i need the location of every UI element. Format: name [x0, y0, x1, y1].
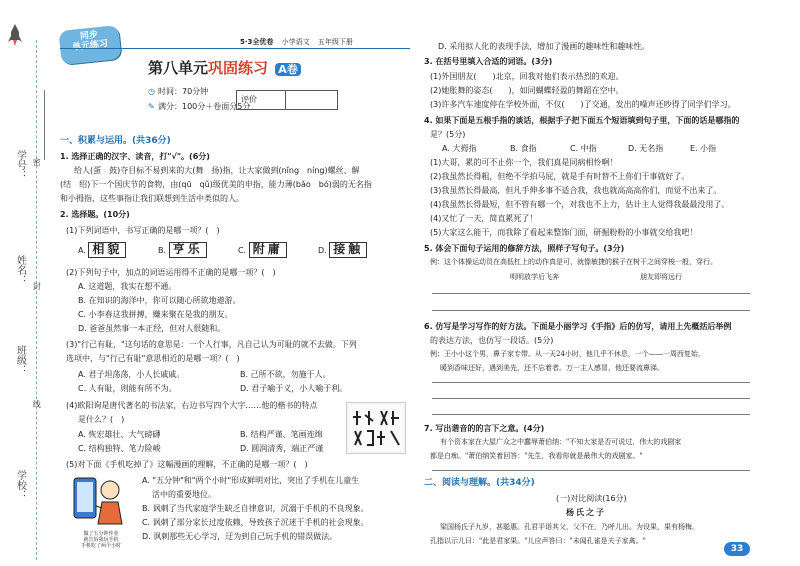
- cartoon-caption-1: 做了五分钟作业: [83, 531, 119, 538]
- header-series: [240, 38, 353, 46]
- q2-s5-b: B. 讽刺了当代家庭学生缺乏自律意识，沉溺于手机的不良现象。: [142, 504, 369, 513]
- q4-stem-b: 是？(5分): [430, 130, 466, 139]
- reading-subtitle: (一)对比阅读(16分): [556, 494, 627, 503]
- option-letter: D.: [318, 246, 327, 255]
- feng-label: 封: [32, 282, 42, 290]
- title-main: 第八单元: [148, 59, 209, 77]
- q2-s5-d-right: D. 采用拟人化的表现手法，增加了漫画的趣味性和趣味性。: [438, 42, 650, 51]
- q4-opt-b: B. 食指: [510, 144, 537, 153]
- q2-s2-c: C. 小李春这我拼搏，赚来聚在是我的朋友。: [78, 310, 233, 319]
- q4-opt-c: C. 中指: [570, 144, 597, 153]
- q2-s5-c: C. 讽刺了部分家长过度依赖，导致孩子沉迷于手机的社会现象。: [142, 518, 369, 527]
- q1-stem: 1. 选择正确的汉字、读音，打"√"。(6分): [60, 152, 210, 161]
- q7-stem: 7. 写出谐音的的言下之意。(4分): [424, 424, 545, 433]
- q7-text-1: 有个资本家在大屋广众之中蠢辱萧伯纳："不知大家是否可说过，伟大的戏剧家: [440, 438, 682, 446]
- q2-s2-d: D. 爸爸虽然事一本正经，但对人很随和。: [78, 324, 226, 333]
- header-rule: [60, 48, 410, 49]
- q2-s4b: 是什么？( ): [78, 415, 125, 424]
- page-title: [148, 60, 301, 77]
- q3-stem: 3. 在括号里填入合适的词语。(3分): [424, 57, 553, 66]
- eval-divider: [285, 91, 286, 109]
- xuexiao-label: 学校：: [14, 470, 26, 500]
- q5-cue-2: 朋友即将远行: [640, 273, 682, 281]
- xingming-label: 姓名：: [14, 255, 26, 285]
- logo-line2: 单元练习: [71, 39, 109, 54]
- q5-cue-1: 明明放学后飞奔: [510, 273, 559, 281]
- q6-answer-line-1[interactable]: [432, 382, 750, 383]
- q2-s5-a2: 活中的重要地位。: [152, 490, 216, 499]
- section2-title: 二、阅读与理解。(共34分): [424, 478, 535, 488]
- option-chars: 亨乐: [169, 242, 207, 258]
- xian-label: 线: [32, 400, 42, 408]
- q4-d: (4)我虽然长得最短，但不管有哪一个，对我也不上力，估计主人觉得我最最没用了。: [430, 200, 730, 209]
- passage-line-1: 梁国杨氏子九岁，甚聪惠。孔君平诣其父，父不在，乃呼儿出。为设果，果有杨梅。: [440, 523, 699, 531]
- q6-stem: 6. 仿写是学习写作的好方法。下面是小丽学习《手指》后的仿写，请用上先概括后举例: [424, 322, 732, 331]
- q2-s4-c: C. 结构独特、笔力险峻: [78, 444, 161, 453]
- q2-s4-d: D. 圆润清秀，端正严谨: [240, 444, 324, 453]
- passage-title: 杨氏之子: [566, 507, 606, 517]
- q2-option-a[interactable]: [78, 242, 126, 258]
- q5-answer-line-1[interactable]: [432, 293, 750, 294]
- logo-line1: 同步: [79, 30, 99, 42]
- q2-s3b: 选项中，与"行己有耻"意思相近的是哪一项？( ): [66, 354, 240, 363]
- q4-opt-a: A. 大拇指: [442, 144, 477, 153]
- clock-icon: ◷: [148, 87, 155, 96]
- q2-s3-a: A. 君子坦荡荡，小人长戚戚。: [78, 370, 185, 379]
- q7-text-2: 都是白痴。"萧伯纳笑着回答："先生，我看你就是最伟大的戏剧家。": [430, 452, 643, 460]
- q1-line2: (结 绍)下一个国庆节的食物，由(qū qǔ)级优美的申指，能力薄(bǎo bó)弱的无名指: [60, 180, 372, 189]
- q4-e: (4)又忙了一天，简直累死了！: [430, 214, 538, 223]
- option-chars: 接触: [329, 242, 367, 258]
- mi-label: 密: [32, 158, 42, 166]
- q6-answer-line-2[interactable]: [432, 398, 750, 399]
- passage-line-2: 孔指以示儿曰："此是君家果。"儿应声答曰："未闻孔雀是夫子家禽。": [430, 537, 646, 545]
- q4-c: (3)我虽然长得最高，但凡手伸多事不适合我，我也就高高高你们，而觉不出来了。: [430, 186, 722, 195]
- q2-option-d[interactable]: [318, 242, 367, 258]
- q2-s3-b: B. 己所不欲，勿施于人。: [240, 370, 331, 379]
- cartoon-image: [66, 472, 136, 554]
- q6-example-2: 暖到香味还好，遇到美先，还不忘着者。万一主人感冒，他还要流鼻涕。: [440, 364, 664, 372]
- option-letter: A.: [78, 246, 86, 255]
- time-info: 时间：70分钟: [158, 87, 209, 96]
- title-badge: A卷: [275, 63, 301, 76]
- q2-s2-a: A. 这道题，我实在想不通。: [78, 282, 177, 291]
- series-label: 5·3全优卷: [240, 38, 274, 46]
- section1-title: 一、积累与运用。(共36分): [60, 136, 171, 146]
- title-highlight: 巩固练习: [208, 59, 269, 77]
- subject-label: 小学语文: [281, 38, 310, 46]
- q2-s4: (4)欧阳询是唐代著名的书法家，右边书写四个大字……他的楷书的特点: [66, 401, 318, 410]
- q2-s3-d: D. 君子喻于义，小人喻于利。: [240, 384, 348, 393]
- q2-s4-b: B. 结构严谨、笔画连绵: [240, 430, 323, 439]
- q2-s5-d: D. 讽刺那些无心学习，迂为到自己玩手机的错误做法。: [142, 532, 338, 541]
- q2-s5-a: A. "五分钟"和"两个小时"形成鲜明对比，突出了手机在儿童生: [142, 476, 360, 485]
- q2-s2-b: B. 在知识的海洋中，你可以随心所欲地遨游。: [78, 296, 241, 305]
- q1-line3: 和小拇指，这些事指让我们联想到生活中类似的人。: [60, 194, 244, 203]
- eval-box: [236, 90, 338, 110]
- q2-option-c[interactable]: [238, 242, 287, 258]
- q2-stem: 2. 选择题。(10分): [60, 210, 130, 219]
- q6-example-1: 例：王小小这个男，鼻子家专带。从一天24小时，他几乎不休息，一个——一周西复始，: [430, 350, 705, 358]
- q4-b: (2)我虽然长得粗，但绝不学拍马屁，就是手有时替不上你们干事就好了。: [430, 172, 690, 181]
- grade-label: 五年级下册: [317, 38, 353, 46]
- q3-a: (1)外国朋友( )北京，回我对他们表示热烈的欢迎。: [430, 72, 624, 81]
- cartoon-caption-2: 就告诉我玩手机: [83, 536, 119, 543]
- logo-badge: [58, 25, 121, 65]
- xuehao-label: 学号：: [14, 150, 26, 180]
- rocket-icon: [8, 24, 22, 46]
- q2-s4-a: A. 恢宏雄壮、大气磅礴: [78, 430, 161, 439]
- q2-s3: (3)"行己有耻，"这句话的意思是：一个人行事，凡自己认为可耻的就不去做。下列: [66, 340, 357, 349]
- q4-opt-d: D. 无名指: [628, 144, 664, 153]
- page-number: 33: [730, 544, 744, 554]
- q4-a: (1)大哥，累的可不止你一个，我们真是同病相怜啊！: [430, 158, 618, 167]
- q2-s3-c: C. 人有耻，则能有所不为。: [78, 384, 177, 393]
- q4-stem: 4. 如果下面是五根手指的谈话，根据手子把下面五个短语填到句子里，下面的话是哪指的: [424, 116, 740, 125]
- q2-s1: (1)下列词语中，书写正确的是哪一项？( ): [66, 226, 220, 235]
- q6-answer-line-3[interactable]: [432, 414, 750, 415]
- q6-stem-b: 的表达方法，也仿写一段话。(5分): [430, 336, 554, 345]
- eval-label: 评价: [241, 95, 257, 104]
- cartoon-caption-3: 手机吃了两个小时: [80, 542, 121, 549]
- q3-b: (2)她胀舞的姿态( )，如同蝴蝶轻盈的舞蹈在空中。: [430, 86, 624, 95]
- q5-answer-line-2[interactable]: [432, 310, 750, 311]
- q7-answer-line[interactable]: [432, 470, 750, 471]
- option-letter: B.: [158, 246, 167, 255]
- q5-example: 例：这个体操运动员在高低杠上的动作真是可，就像敏捷的猴子在树干之间穿梭一般，穿行。: [430, 258, 717, 266]
- calligraphy-image: [346, 402, 406, 454]
- page-number-badge: [724, 542, 750, 556]
- score-info: 满分：100分＋卷面分5分: [158, 102, 251, 111]
- xuehao-line: [44, 90, 46, 160]
- option-chars: 附庸: [249, 242, 287, 258]
- q5-stem: 5. 体会下面句子运用的修辞方法，照样子写句子。(3分): [424, 244, 625, 253]
- q1-line1: 给人(蛋 鼓)夺目标不易到来的大(舞 扬)指，让大家做到(nǐng níng)螺丝、解: [74, 166, 360, 175]
- q2-s5: (5)对下面《手机吃掉了》这幅漫画的理解，不正确的是哪一项？( ): [66, 460, 308, 469]
- q2-option-b[interactable]: [158, 242, 207, 258]
- score-icon: ✎: [148, 102, 155, 111]
- q2-s2: (2)下列句子中，加点的词语运用得不正确的是哪一项？( ): [66, 268, 276, 277]
- option-letter: C.: [238, 246, 247, 255]
- binding-line: [36, 40, 37, 560]
- q4-f: (5)大家这么能干，而我除了看起来整饰门面，研掘粉粉的小事就交给我吧！: [430, 228, 698, 237]
- banji-label: 班级：: [14, 345, 26, 375]
- option-chars: 相貌: [88, 242, 126, 258]
- q3-c: (3)许多汽车速度停在学校外面，不仅( )了交通，发出的噪声还吵得了同学们学习。: [430, 100, 736, 109]
- q4-opt-e: E. 小指: [690, 144, 717, 153]
